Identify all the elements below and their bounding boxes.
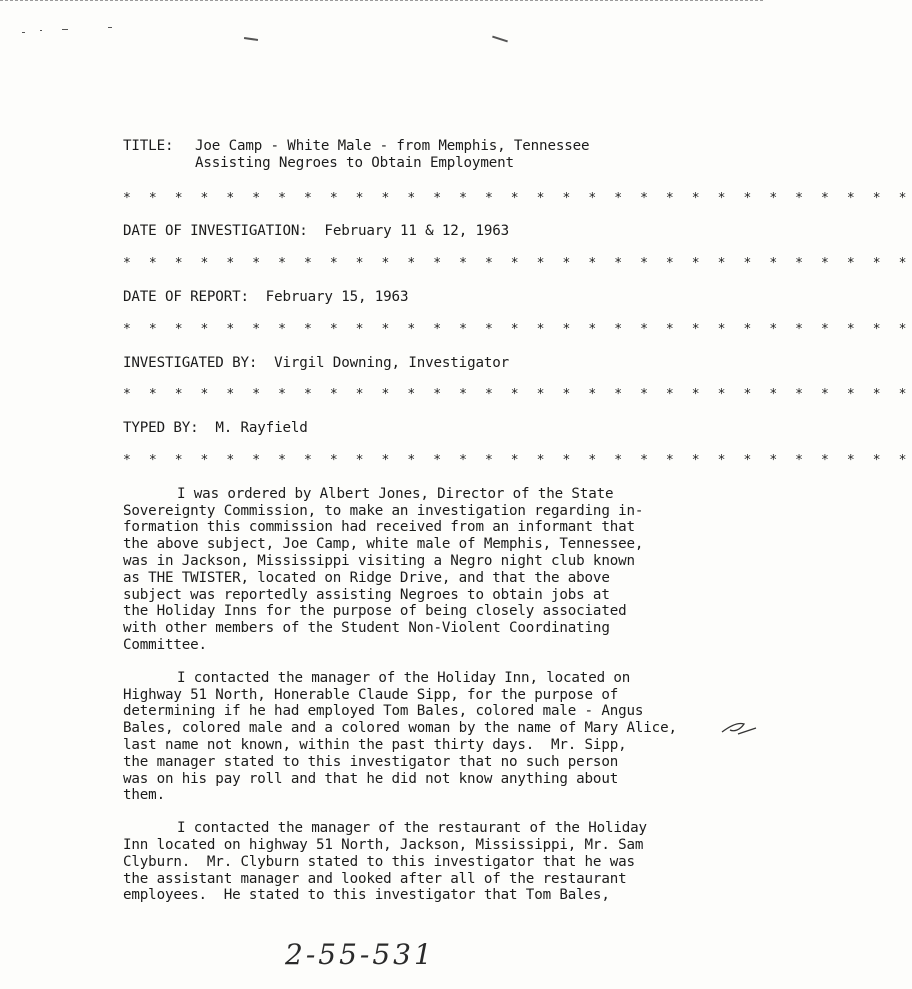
paragraph-line: the Holiday Inns for the purpose of being closely associated (123, 603, 627, 620)
scan-speck (492, 36, 508, 43)
title-block (123, 138, 723, 172)
date-report-row (123, 289, 723, 306)
scan-speck (108, 27, 112, 28)
paragraph-line: with other members of the Student Non-Violent Coordinating (123, 620, 610, 637)
investigated-by-label: INVESTIGATED BY: (123, 354, 258, 371)
title-line-1: Joe Camp - White Male - from Memphis, Tennessee (195, 138, 590, 154)
paragraph-line: subject was reportedly assisting Negroes to obtain jobs at (123, 586, 610, 603)
title-label: TITLE: (123, 138, 174, 154)
report-document (123, 138, 912, 904)
paragraph-line: the assistant manager and looked after all of the restaurant (123, 870, 627, 887)
paragraph-line: Bales, colored male and a colored woman by the name of Mary Alice, (123, 720, 677, 737)
typed-by-row (123, 420, 723, 437)
paragraph-line: them. (123, 787, 165, 804)
paragraph-line: the above subject, Joe Camp, white male of Memphis, Tennessee, (123, 536, 644, 553)
paragraph-2 (123, 670, 723, 804)
paragraph-line: was on his pay roll and that he did not know anything about (123, 770, 619, 787)
investigated-by-row (123, 355, 723, 372)
separator: * * * * * * * * * * * * * * * * * * * * * * * * * * * * * * * (123, 321, 912, 337)
paragraph-line: I contacted the manager of the Holiday Inn, located on (177, 669, 631, 686)
handwritten-document-number: 2-55-531 (285, 938, 435, 971)
paragraph-3 (123, 820, 723, 904)
typed-by-label: TYPED BY: (123, 420, 199, 437)
paragraph-1 (123, 486, 723, 654)
date-investigation-row (123, 223, 723, 240)
handwritten-margin-mark (718, 712, 760, 742)
date-investigation-label: DATE OF INVESTIGATION: (123, 223, 308, 240)
date-report-label: DATE OF REPORT: (123, 288, 249, 305)
paragraph-line: employees. He stated to this investigator that Tom Bales, (123, 887, 610, 904)
date-investigation-value: February 11 & 12, 1963 (324, 223, 510, 240)
paragraph-line: Inn located on highway 51 North, Jackson, Mississippi, Mr. Sam (123, 836, 644, 853)
paragraph-line: formation this commission had received from an informant that (123, 519, 635, 536)
date-report-value: February 15, 1963 (265, 288, 409, 305)
separator: * * * * * * * * * * * * * * * * * * * * * * * * * * * * * * * (123, 190, 912, 206)
paragraph-line: determining if he had employed Tom Bales, colored male - Angus (123, 703, 644, 720)
separator: * * * * * * * * * * * * * * * * * * * * * * * * * * * * * * * (123, 387, 912, 403)
title-line-2: Assisting Negroes to Obtain Employment (195, 154, 514, 171)
paragraph-line: Sovereignty Commission, to make an investigation regarding in- (123, 502, 644, 519)
paragraph-line: I contacted the manager of the restaurant of the Holiday (177, 820, 647, 837)
paragraph-line: as THE TWISTER, located on Ridge Drive, and that the above (123, 569, 610, 586)
paragraph-line: the manager stated to this investigator that no such person (123, 753, 619, 770)
scan-speck (22, 32, 25, 33)
separator: * * * * * * * * * * * * * * * * * * * * * * * * * * * * * * * (123, 256, 912, 272)
paragraph-line: last name not known, within the past thirty days. Mr. Sipp, (123, 736, 627, 753)
typed-by-value: M. Rayfield (215, 420, 308, 437)
paragraph-line: was in Jackson, Mississippi visiting a Negro night club known (123, 552, 635, 569)
paragraph-line: I was ordered by Albert Jones, Director of the State (177, 485, 614, 502)
investigated-by-value: Virgil Downing, Investigator (274, 354, 510, 371)
page-top-edge (0, 0, 763, 1)
paragraph-line: Highway 51 North, Honerable Claude Sipp, for the purpose of (123, 686, 619, 703)
scan-speck (244, 37, 258, 41)
separator: * * * * * * * * * * * * * * * * * * * * * * * * * * * * * * * (123, 452, 912, 468)
scan-speck (62, 29, 68, 30)
paragraph-line: Clyburn. Mr. Clyburn stated to this investigator that he was (123, 853, 635, 870)
scan-speck (40, 30, 42, 31)
paragraph-line: Committee. (123, 636, 207, 653)
